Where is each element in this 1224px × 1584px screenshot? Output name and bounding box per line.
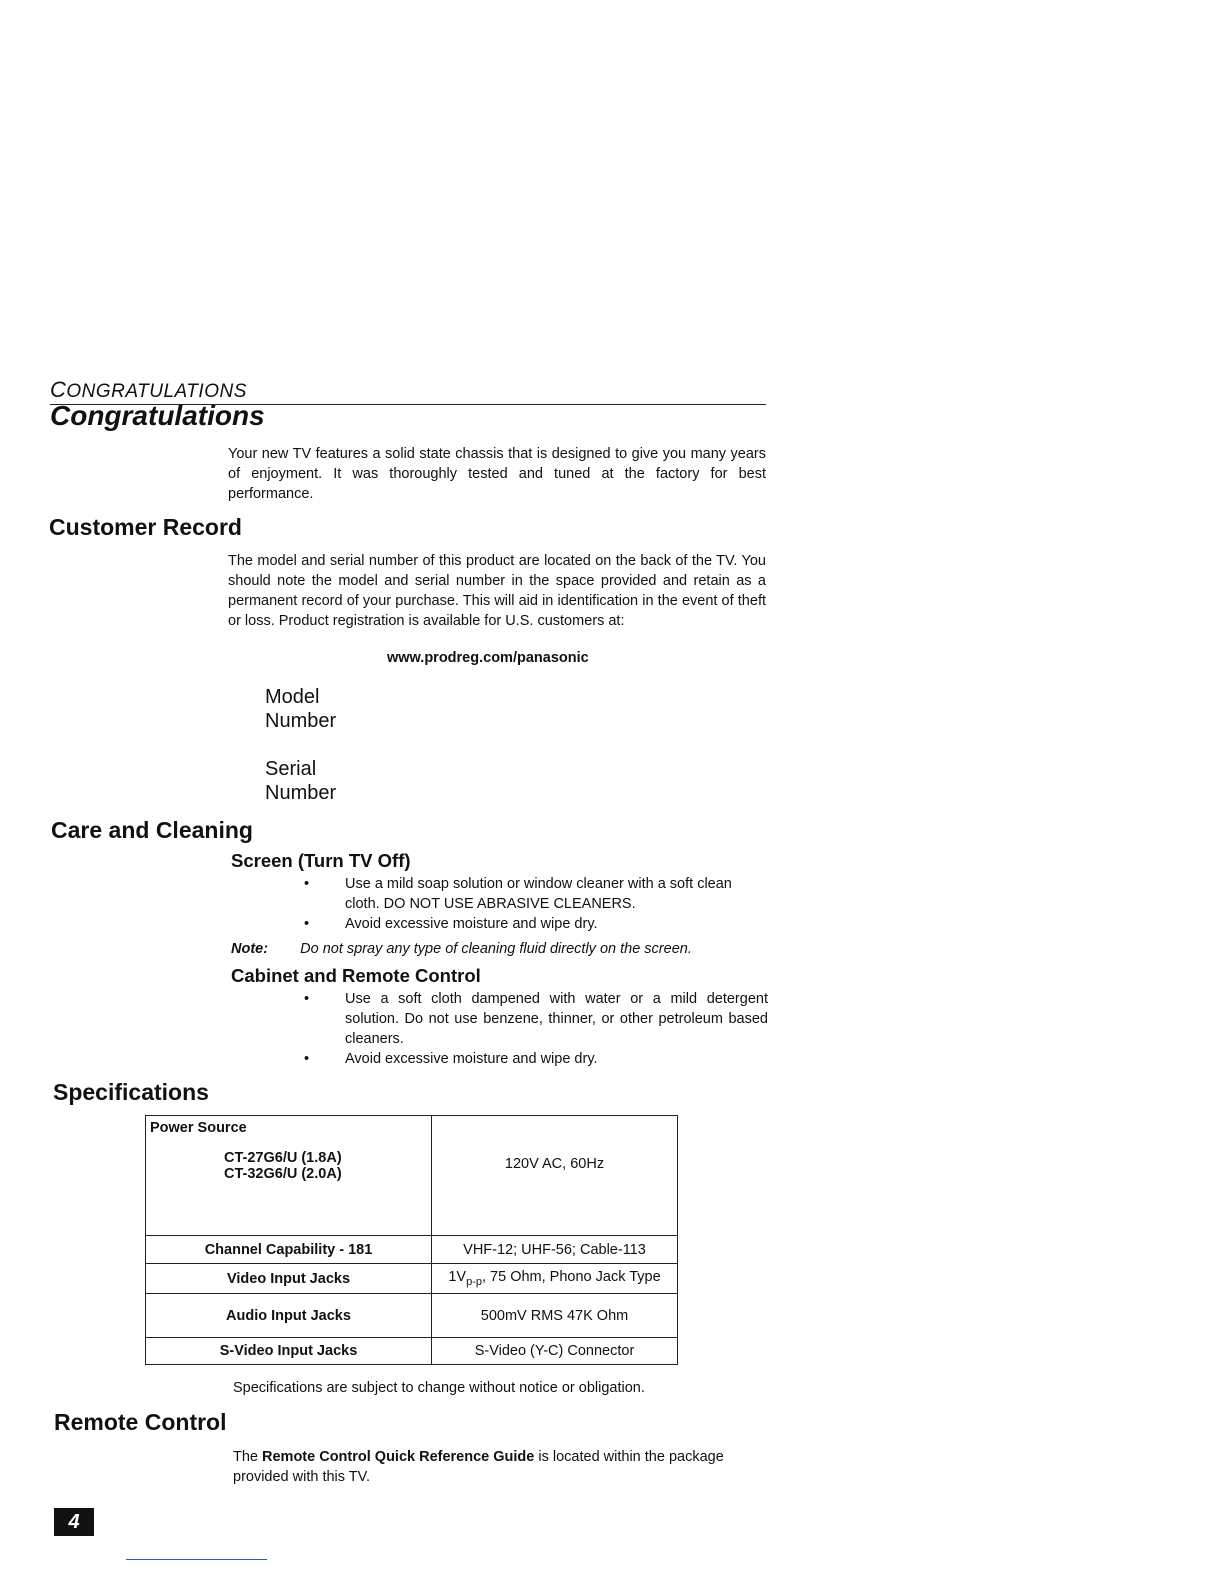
bullet: • [304,876,310,892]
list-item-text: Use a mild soap solution or window cleaner with a soft clean cloth. DO NOT USE ABRASIVE CLEANERS. [345,876,732,912]
video-value-rest: , 75 Ohm, Phono Jack Type [481,1269,661,1286]
care-cleaning-heading: Care and Cleaning [51,817,253,843]
bullet: • [304,991,310,1007]
model-label-line2: Number [265,710,337,732]
video-value-main: 1V [448,1269,467,1286]
model-list [150,1150,427,1182]
list-item [304,914,768,934]
power-source-value: 120V AC, 60Hz [432,1116,678,1236]
customer-record-heading: Customer Record [49,514,242,540]
video-input-label: Video Input Jacks [146,1264,432,1294]
note [231,941,692,957]
list-item [304,874,768,914]
remote-text-pre: The [233,1449,263,1465]
cabinet-cleaning-list [304,989,768,1069]
model-ct27: CT-27G6/U (1.8A) [224,1150,342,1166]
svideo-input-label: S-Video Input Jacks [146,1338,432,1365]
table-row [146,1338,678,1365]
video-value-subscript: p-p [466,1275,482,1288]
model-number-label [265,685,336,733]
bullet: • [304,916,310,932]
specifications-footnote: Specifications are subject to change without notice or obligation. [233,1380,645,1396]
customer-record-paragraph: The model and serial number of this product are located on the back of the TV. You should note the model and serial number in the space provided and retain as a permanent record of your purchase. This will aid in identification in the event of theft or loss. Product registration is available for U.S. customers at: [228,553,766,629]
table-row [146,1116,678,1236]
running-header-rest: ONGRATULATIONS [66,381,247,402]
audio-input-value: 500mV RMS 47K Ohm [432,1294,678,1338]
specifications-heading: Specifications [53,1079,209,1105]
table-row [146,1264,678,1294]
screen-heading: Screen (Turn TV Off) [231,850,411,871]
registration-url: www.prodreg.com/panasonic [387,650,589,666]
list-item [304,1049,768,1069]
page-title: Congratulations [50,400,265,431]
page-number: 4 [54,1508,94,1536]
serial-number-label [265,757,336,805]
note-label: Note: [231,941,269,957]
remote-control-paragraph [233,1447,773,1487]
list-item-text: Avoid excessive moisture and wipe dry. [345,916,598,932]
table-row [146,1294,678,1338]
intro-paragraph: Your new TV features a solid state chassis that is designed to give you many years of enjoyment. It was thoroughly tested and tuned at the factory for best performance. [228,446,766,502]
running-header-initial: C [50,377,67,402]
bullet: • [304,1051,310,1067]
channel-capability-value: VHF-12; UHF-56; Cable-113 [432,1236,678,1264]
list-item [304,989,768,1049]
svideo-input-value: S-Video (Y-C) Connector [432,1338,678,1365]
serial-label-line2: Number [265,782,337,804]
channel-capability-label: Channel Capability - 181 [146,1236,432,1264]
serial-label-line1: Serial [265,758,317,780]
model-ct32: CT-32G6/U (2.0A) [224,1166,342,1182]
list-item-text: Use a soft cloth dampened with water or a mild detergent solution. Do not use benzene, thinner, or other petroleum based cleaners. [345,991,768,1047]
note-text: Do not spray any type of cleaning fluid directly on the screen. [300,941,692,957]
remote-control-heading: Remote Control [54,1409,227,1435]
remote-guide-title: Remote Control Quick Reference Guide [262,1449,535,1465]
table-row [146,1236,678,1264]
screen-cleaning-list [304,874,768,934]
footer-rule [126,1559,267,1560]
power-source-cell [146,1116,432,1236]
cabinet-remote-heading: Cabinet and Remote Control [231,965,481,986]
specifications-table [145,1115,678,1365]
remote-text-post: is located within the package provided with this TV. [233,1449,724,1485]
video-input-value [432,1264,678,1294]
list-item-text: Avoid excessive moisture and wipe dry. [345,1051,598,1067]
model-label-line1: Model [265,686,320,708]
power-source-label: Power Source [150,1120,247,1136]
audio-input-label: Audio Input Jacks [146,1294,432,1338]
